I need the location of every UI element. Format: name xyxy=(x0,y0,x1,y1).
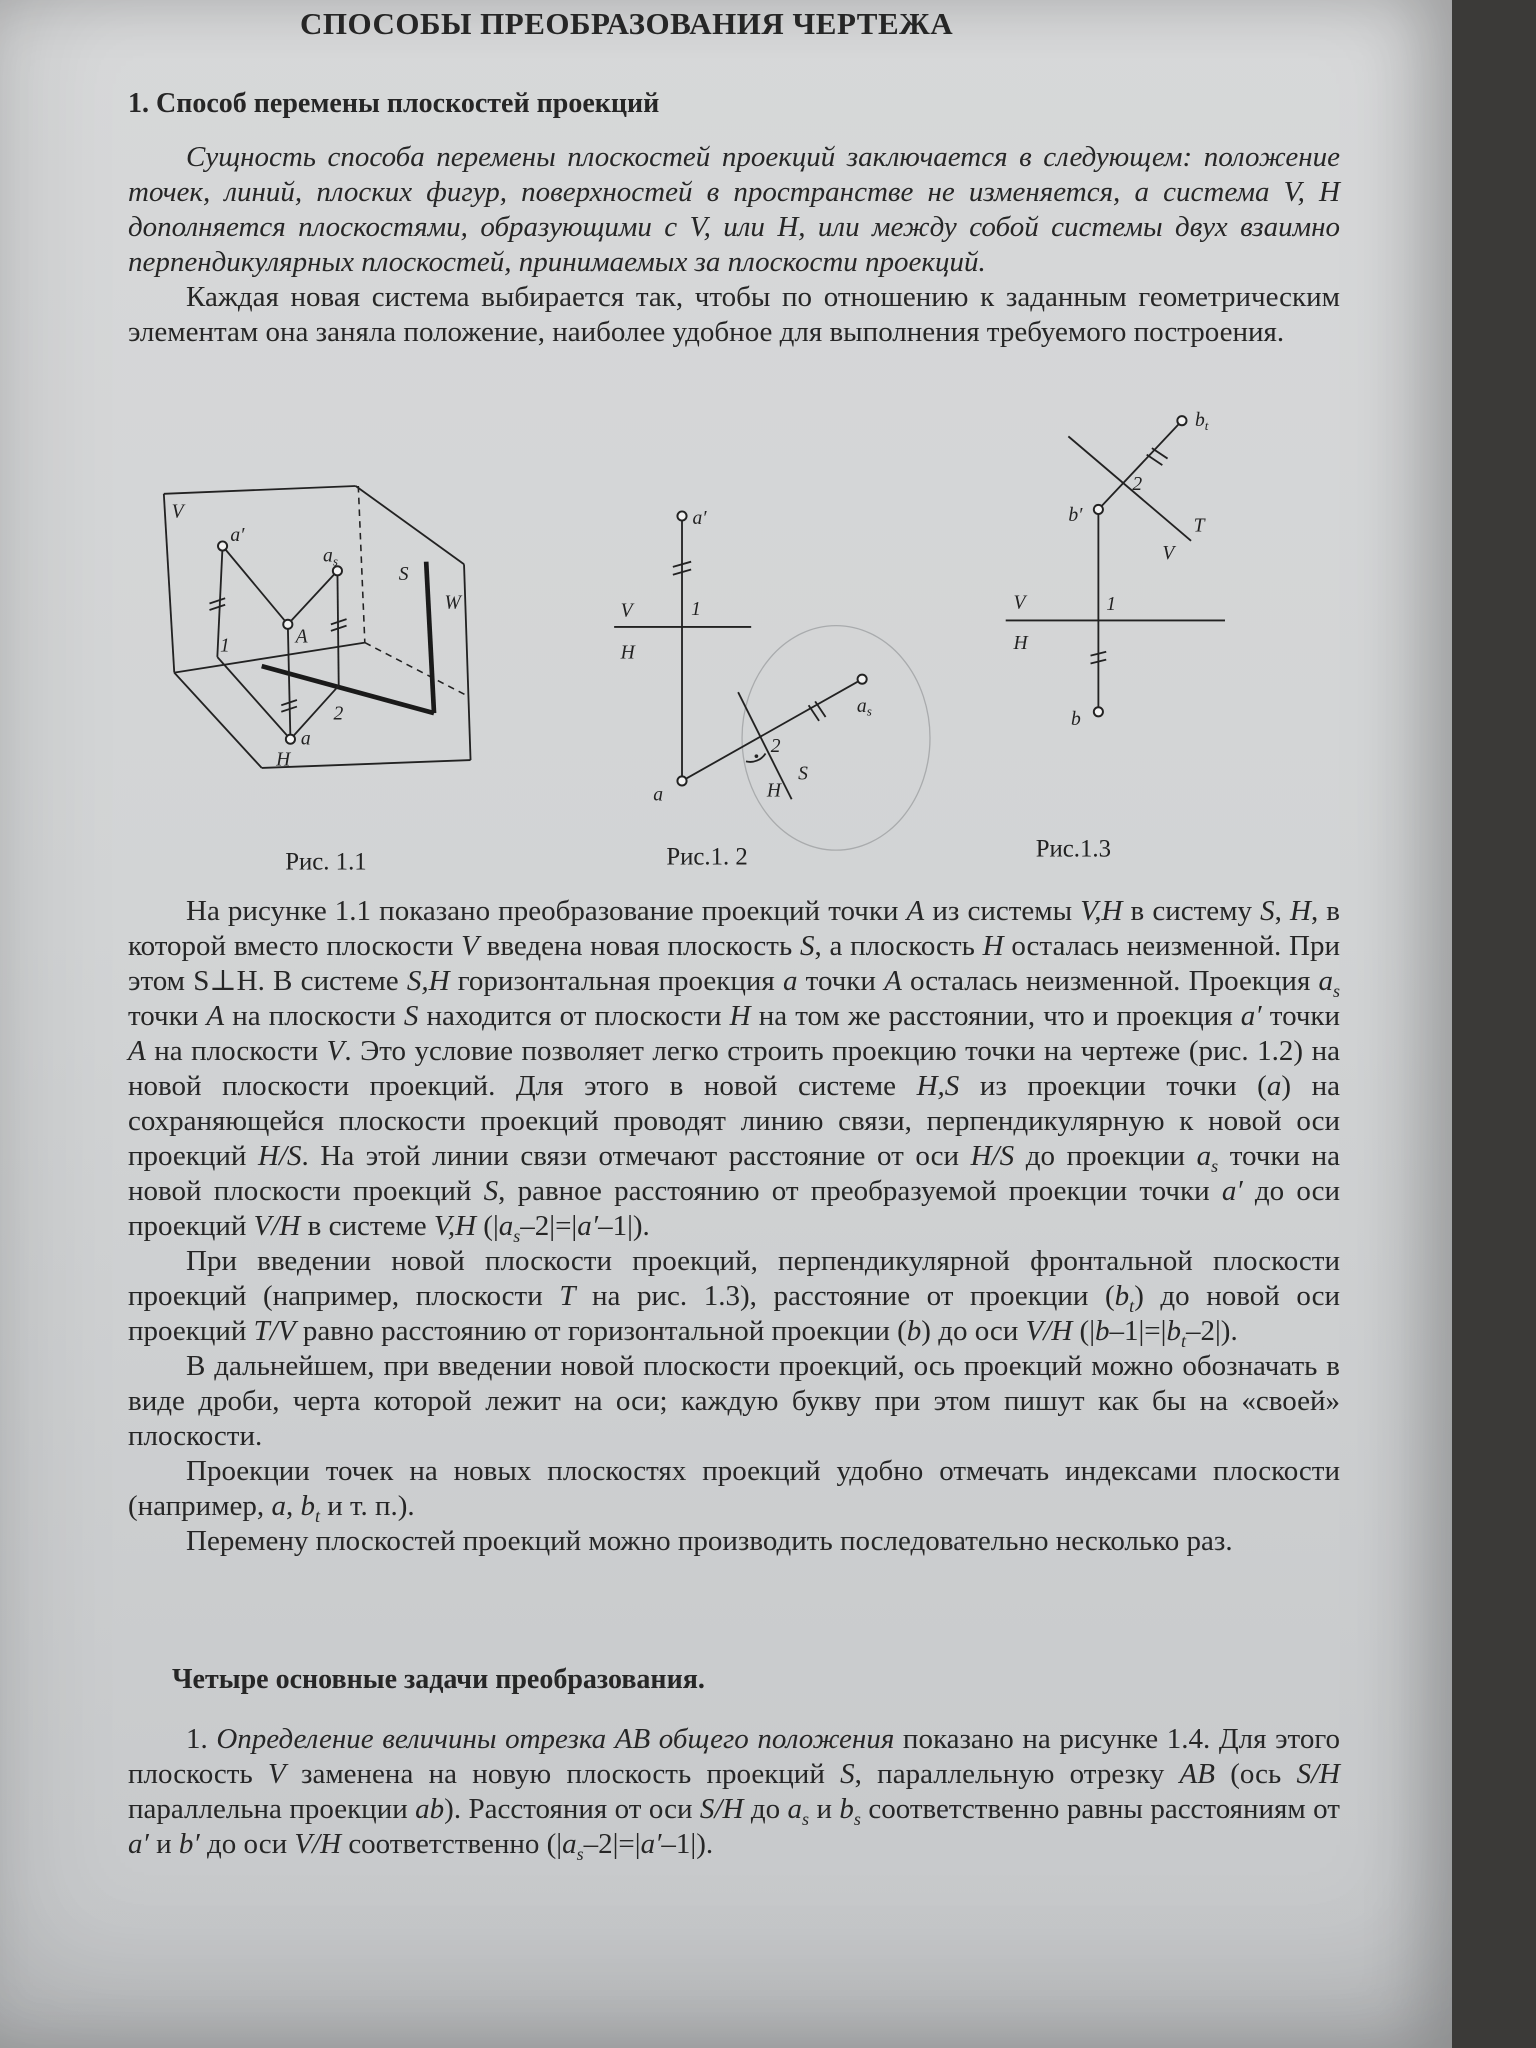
fig12-right-angle-dot xyxy=(754,754,758,758)
subscript: s xyxy=(1333,980,1341,1001)
fig13-label-bt-sub: t xyxy=(1204,417,1208,433)
italic-run: $b_t$ xyxy=(300,1490,320,1526)
italic-run: T xyxy=(559,1280,576,1312)
paragraph-frontal-plane xyxy=(128,1244,1340,1349)
fig12-label-V: V xyxy=(620,600,633,622)
text-run: , параллельную отрезку xyxy=(854,1758,1180,1790)
paragraph-new-system xyxy=(128,280,1340,350)
italic-run: V xyxy=(326,1035,345,1067)
italic-run: a′ xyxy=(577,1210,599,1242)
fig11-label-as-base: a xyxy=(322,545,333,567)
text-run: В дальнейшем, при введении новой плоскости проекций, ось проекций можно обозначать в виде дроби, черта которой лежит на оси; каждую букву при этом пишут как бы на «своей» плоскости. xyxy=(128,1350,1340,1452)
fig12-label-S: S xyxy=(797,763,808,785)
fig12-link-to-as xyxy=(682,679,862,781)
fig12-equal-tick-2 xyxy=(808,701,825,721)
text-run: показано на рисунке 1.4. Для этого плоскость xyxy=(128,1723,1340,1790)
italic-run: S xyxy=(483,1175,499,1207)
fig12-label-as-sub: s xyxy=(866,703,872,719)
text-run: на плоскости xyxy=(145,1035,327,1067)
fig13-label-V-new: V xyxy=(1161,542,1174,564)
text-run: горизонтальная проекция xyxy=(449,965,783,997)
italic-run: H/S xyxy=(970,1140,1015,1172)
text-run: точки xyxy=(797,965,885,997)
fig11-label-a: a xyxy=(300,728,311,750)
text-run: и т. п.). xyxy=(319,1490,415,1522)
italic-run: S xyxy=(403,1000,419,1032)
fig13-caption: Рис.1.3 xyxy=(1035,835,1111,863)
fig11-h-plane-left-edge xyxy=(174,672,261,767)
fig11-label-2: 2 xyxy=(333,703,343,725)
fig13-label-b: b xyxy=(1070,708,1081,730)
tasks-text xyxy=(128,1722,1340,1862)
figure-1-2 xyxy=(614,508,930,871)
body-text xyxy=(128,894,1340,1559)
fig13-point-bt xyxy=(1177,416,1186,425)
subscript: s xyxy=(513,1225,521,1246)
fig11-point-a xyxy=(285,734,294,743)
italic-run: A xyxy=(128,1035,146,1067)
text-run: на плоскости xyxy=(224,1000,404,1032)
italic-run: $a_s$ xyxy=(787,1793,810,1829)
fig11-projector-A-a xyxy=(287,624,290,739)
text-run: На рисунке 1.1 показано преобразование проекций точки xyxy=(186,895,907,927)
fig11-point-A xyxy=(283,620,292,629)
text-run: до проекции xyxy=(1014,1140,1197,1172)
italic-run: H xyxy=(729,1000,751,1032)
italic-run: $a_s$ xyxy=(1318,965,1341,1001)
text-run: , xyxy=(285,1490,301,1522)
figure-1-1 xyxy=(163,486,470,876)
text-run: из проекции точки ( xyxy=(959,1070,1267,1102)
italic-run: T/V xyxy=(253,1315,296,1347)
italic-run: V xyxy=(267,1758,286,1790)
fig11-label-W: W xyxy=(444,592,461,614)
text-run: (| xyxy=(1072,1315,1095,1347)
fig13-label-2: 2 xyxy=(1131,473,1142,495)
italic-run: a xyxy=(1266,1070,1282,1102)
intro-text xyxy=(128,140,1340,350)
italic-run: H xyxy=(982,930,1004,962)
fig13-equal-tick-1 xyxy=(1146,448,1167,465)
figures-panel xyxy=(131,392,1280,888)
section-heading: 1. Способ перемены плоскостей проекций xyxy=(128,88,660,119)
italic-run: V/H xyxy=(294,1828,342,1860)
text-run: точки на новой плоскости проекций xyxy=(128,1140,1340,1207)
text-run: –1|). xyxy=(661,1828,714,1860)
text-run: находится от плоскости xyxy=(418,1000,730,1032)
italic-run: Сущность способа перемены плоскостей проекций заключается в следующем: положение точек, линий, плоских фигур, поверхностей в пространстве не изменяется, а система V, H дополняется плоскостями, образующими с V, или H, или между собой системы двух взаимно перпендикулярных плоскостей, принимаемых за плоскости проекций. xyxy=(128,141,1340,278)
italic-run: S/H xyxy=(699,1793,744,1825)
italic-run: V/H xyxy=(1025,1315,1073,1347)
subscript: s xyxy=(853,1808,861,1829)
italic-run: S xyxy=(799,930,815,962)
italic-run: a′ xyxy=(640,1828,662,1860)
italic-run: S xyxy=(840,1758,855,1790)
italic-run: S,H xyxy=(406,965,450,997)
fig11-projector-a-prime-A xyxy=(222,546,287,624)
italic-run: H/S xyxy=(258,1140,302,1172)
fig12-point-as xyxy=(857,674,866,683)
fig11-projector-A-as xyxy=(287,571,337,625)
fig11-hidden-edge-w xyxy=(364,642,465,694)
italic-run: $b_t$ xyxy=(1114,1280,1135,1316)
page-title: СПОСОБЫ ПРЕОБРАЗОВАНИЯ ЧЕРТЕЖА xyxy=(300,6,954,41)
text-run: и xyxy=(809,1793,840,1825)
text-run: . Это условие позволяет легко строить проекцию точки на чертеже (рис. 1.2) на новой плоскости проекций. Для этого в новой системе xyxy=(128,1035,1340,1102)
text-run: ) на сохраняющейся плоскости проекций проводят линию связи, перпендикулярную к новой оси проекций xyxy=(128,1070,1340,1172)
text-run: осталась неизменной. При этом S⊥H. В системе xyxy=(128,930,1341,997)
text-run: Каждая новая система выбирается так, чтобы по отношению к заданным геометрическим элементам она заняла положение, наиболее удобное для выполнения требуемого построения. xyxy=(128,281,1340,348)
italic-run: A xyxy=(906,895,925,927)
fig11-point-a-prime xyxy=(218,541,227,550)
text-run: При введении новой плоскости проекций, перпендикулярной фронтальной плоскости проекций (например, плоскости xyxy=(128,1245,1340,1312)
paragraph-indices xyxy=(128,1454,1340,1524)
text-run: соответственно (| xyxy=(341,1828,563,1860)
fig13-label-bt-base: b xyxy=(1194,409,1205,431)
fig13-label-T: T xyxy=(1193,515,1205,537)
fig11-label-S: S xyxy=(398,563,409,585)
text-run: . На этой линии связи отмечают расстояние от оси xyxy=(301,1140,971,1172)
italic-run: H,S xyxy=(916,1070,960,1102)
text-run: , xyxy=(1274,895,1290,927)
paragraph-axis-notation xyxy=(128,1349,1340,1454)
italic-run: b xyxy=(1095,1315,1110,1347)
text-run: соответственно равны расстояниям от xyxy=(860,1793,1340,1825)
fig11-v-plane-top-edge xyxy=(163,486,355,494)
fig11-caption: Рис. 1.1 xyxy=(284,848,367,876)
text-run: (| xyxy=(476,1210,499,1242)
text-run: осталась неизменной. Проекция xyxy=(901,965,1319,997)
text-run: ). Расстояния от оси xyxy=(444,1793,700,1825)
paragraph-essence xyxy=(128,140,1340,280)
fig12-label-1: 1 xyxy=(690,598,701,620)
italic-run: $b_s$ xyxy=(839,1793,861,1829)
italic-run: A xyxy=(206,1000,225,1032)
italic-run: AB xyxy=(1179,1758,1215,1790)
subscript: s xyxy=(802,1808,810,1829)
fig11-axis-h-s xyxy=(261,666,433,713)
text-run: заменена на новую плоскость проекций xyxy=(285,1758,841,1790)
paragraph-repeat xyxy=(128,1524,1340,1559)
fig12-point-a xyxy=(677,776,686,785)
subscript: t xyxy=(1180,1330,1186,1351)
fig11-label-1: 1 xyxy=(219,635,230,657)
fig12-label-a: a xyxy=(652,784,663,806)
fig11-hidden-edge-vertical xyxy=(358,486,365,643)
fig11-h-plane-front-edge xyxy=(261,760,470,768)
text-run: из системы xyxy=(924,895,1081,927)
italic-run: V xyxy=(461,930,479,962)
text-run: –2|). xyxy=(1185,1315,1238,1347)
text-run: точки xyxy=(128,1000,207,1032)
text-run: (ось xyxy=(1214,1758,1297,1790)
text-run: –2|=| xyxy=(583,1828,641,1860)
text-run: Перемену плоскостей проекций можно производить последовательно несколько раз. xyxy=(186,1525,1233,1557)
paragraph-task-1 xyxy=(128,1722,1340,1862)
text-run: введена новая плоскость xyxy=(478,930,800,962)
italic-run: $a_s$ xyxy=(562,1828,584,1864)
text-run: , а плоскость xyxy=(814,930,983,962)
italic-run: S/H xyxy=(1296,1758,1340,1790)
text-run: равно расстоянию от горизонтальной проекции ( xyxy=(295,1315,907,1347)
italic-run: a′ xyxy=(128,1828,149,1860)
text-run: до xyxy=(743,1793,788,1825)
fig11-w-plane-top-edge xyxy=(355,486,463,564)
fig13-axis-t-v xyxy=(1068,436,1191,540)
text-run: , в которой вместо плоскости xyxy=(128,895,1340,962)
text-run: на рис. 1.3), расстояние от проекции ( xyxy=(575,1280,1115,1312)
text-run: 1. xyxy=(186,1723,217,1755)
tasks-heading: Четыре основные задачи преобразования. xyxy=(172,1664,705,1695)
fig13-label-V: V xyxy=(1013,592,1026,614)
italic-run: H xyxy=(1289,895,1311,927)
fig11-label-H: H xyxy=(275,749,290,771)
italic-run: V,H xyxy=(433,1210,477,1242)
text-run: ) до оси xyxy=(921,1315,1026,1347)
subscript: t xyxy=(314,1505,320,1526)
fig11-label-V: V xyxy=(171,501,184,523)
italic-run: a xyxy=(271,1490,286,1522)
text-run: точки xyxy=(1261,1000,1341,1032)
italic-run: ab xyxy=(415,1793,445,1825)
text-run: –1|). xyxy=(598,1210,650,1242)
text-run: в систему xyxy=(1122,895,1261,927)
italic-run: S xyxy=(1260,895,1275,927)
fig13-link-to-bt xyxy=(1098,421,1182,510)
text-run: до оси проекций xyxy=(128,1175,1340,1242)
italic-run: $a_s$ xyxy=(1196,1140,1219,1176)
text-run: ) до новой оси проекций xyxy=(128,1280,1340,1347)
italic-run: A xyxy=(884,965,902,997)
fig13-point-b-prime xyxy=(1093,505,1102,514)
text-run: и xyxy=(148,1828,179,1860)
italic-run: a xyxy=(782,965,798,997)
italic-run: $a_s$ xyxy=(498,1210,521,1246)
figure-1-3 xyxy=(1005,410,1224,863)
fig13-label-H: H xyxy=(1013,632,1028,654)
fig13-label-b-prime: b′ xyxy=(1067,505,1083,527)
fig11-label-as xyxy=(323,545,338,568)
italic-run: $b_t$ xyxy=(1166,1315,1186,1351)
fig12-label-as-base: a xyxy=(856,695,867,717)
fig12-label-2: 2 xyxy=(770,736,781,758)
text-run: –1|=| xyxy=(1109,1315,1167,1347)
text-run: Проекции точек на новых плоскостях проекций удобно отмечать индексами плоскости (например, xyxy=(128,1455,1340,1522)
italic-run: a′ xyxy=(1221,1175,1243,1207)
text-run: в системе xyxy=(300,1210,434,1242)
fig12-caption: Рис.1. 2 xyxy=(665,843,748,871)
subscript: t xyxy=(1129,1295,1135,1316)
italic-run: V/H xyxy=(253,1210,301,1242)
text-run: на том же расстоянии, что и проекция xyxy=(750,1000,1241,1032)
fig12-label-H: H xyxy=(620,642,635,664)
italic-run: Определение величины отрезка AB общего положения xyxy=(216,1723,895,1755)
fig11-label-as-sub: s xyxy=(332,553,338,569)
text-run: –2|=| xyxy=(520,1210,578,1242)
fig11-equal-tick-1 xyxy=(209,598,225,610)
italic-run: a′ xyxy=(1240,1000,1262,1032)
italic-run: V,H xyxy=(1080,895,1123,927)
fig13-point-b xyxy=(1093,707,1102,716)
text-run: параллельна проекции xyxy=(128,1793,416,1825)
fig13-label-1: 1 xyxy=(1105,593,1116,615)
fig11-label-A: A xyxy=(295,626,308,648)
italic-run: b′ xyxy=(178,1828,200,1860)
fig11-s-plane-edge xyxy=(426,561,434,712)
fig11-label-a-prime: a′ xyxy=(229,524,245,546)
paragraph-fig-1-1-explanation xyxy=(128,894,1340,1244)
fig11-w-plane-right-edge xyxy=(464,564,471,760)
subscript: s xyxy=(1211,1155,1219,1176)
fig12-label-as xyxy=(857,696,872,719)
text-run: , равное расстоянию от преобразуемой проекции точки xyxy=(498,1175,1222,1207)
fig12-label-H-new: H xyxy=(766,780,781,802)
fig12-label-a-prime: a′ xyxy=(692,507,707,529)
italic-run: b xyxy=(906,1315,922,1347)
fig12-point-a-prime xyxy=(677,511,686,520)
fig13-label-bt xyxy=(1195,410,1209,433)
subscript: s xyxy=(576,1843,584,1864)
text-run: до оси xyxy=(199,1828,295,1860)
